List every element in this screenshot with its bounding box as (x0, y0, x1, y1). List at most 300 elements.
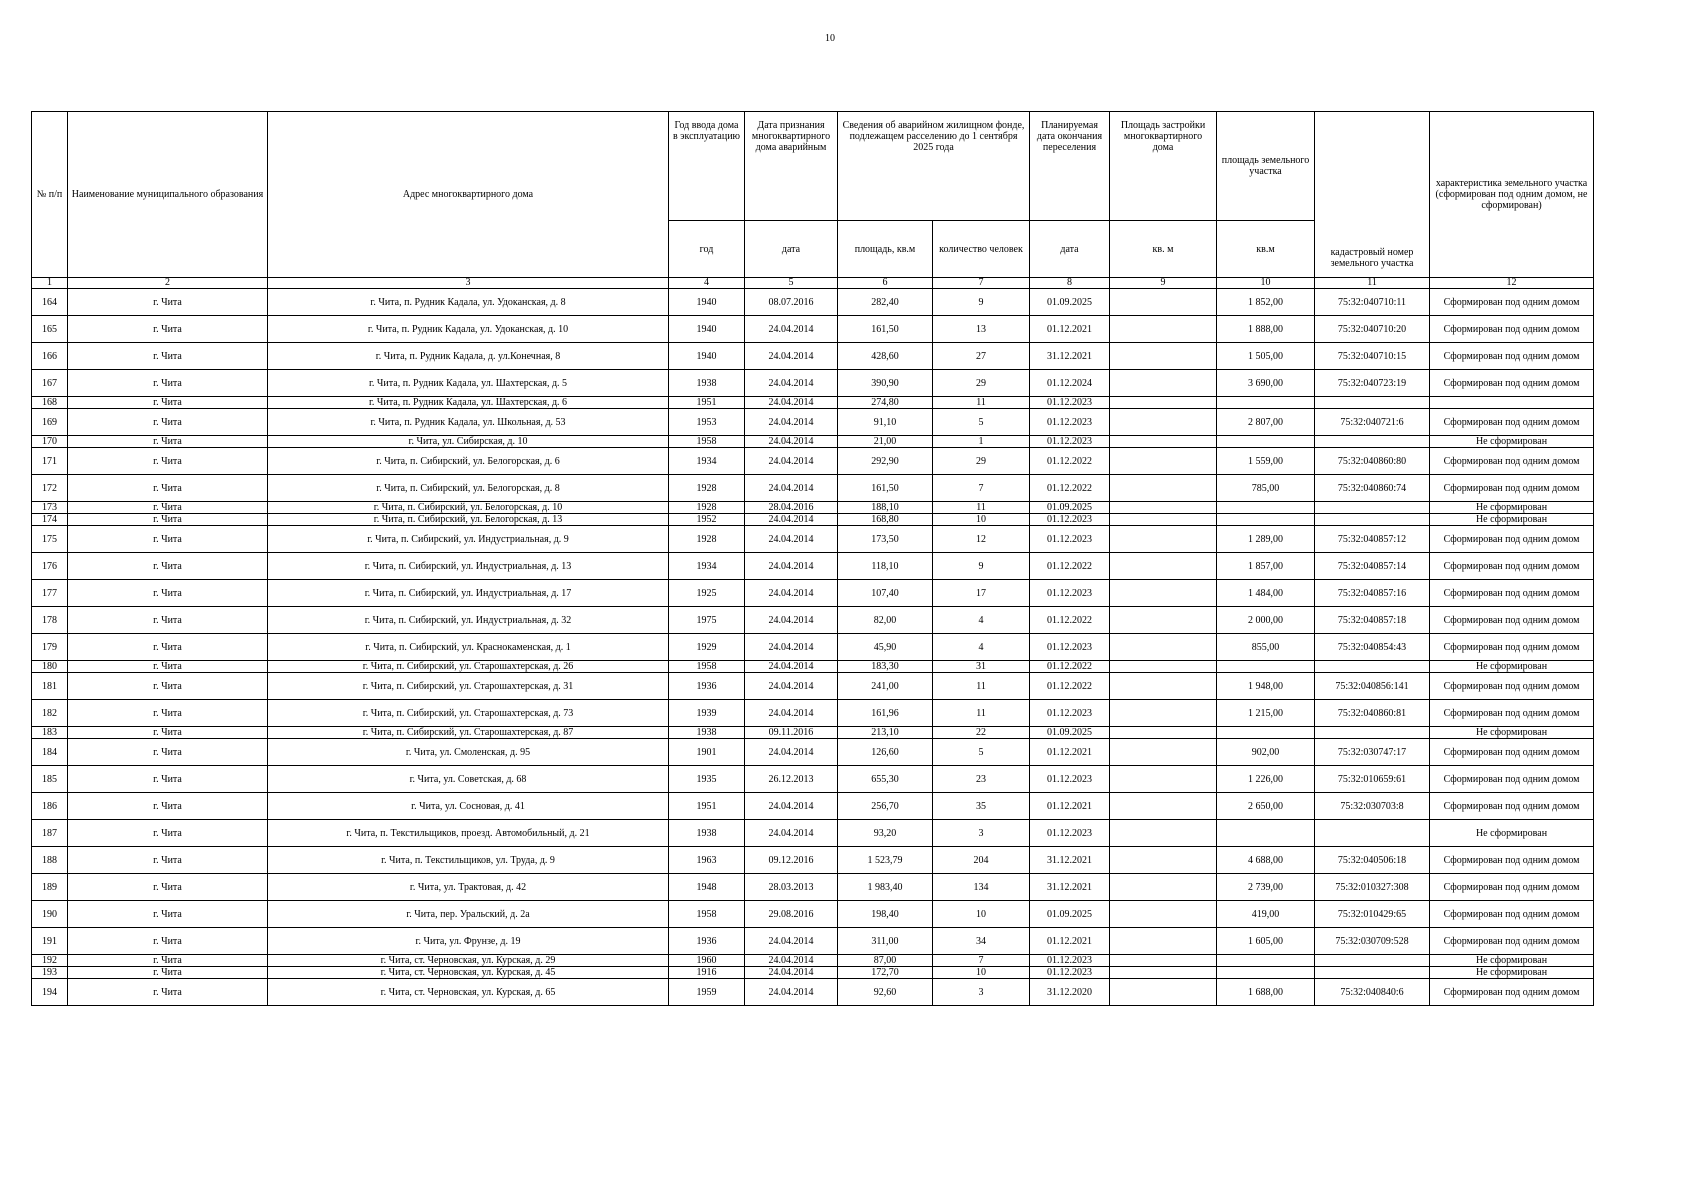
area-cell: 311,00 (838, 928, 933, 955)
emergency-date-cell: 24.04.2014 (745, 673, 838, 700)
planned-date-cell: 01.12.2023 (1030, 766, 1110, 793)
address-cell: г. Чита, ул. Фрунзе, д. 19 (268, 928, 669, 955)
cadastral-number-cell: 75:32:040860:81 (1315, 700, 1430, 727)
land-status-cell: Сформирован под одним домом (1430, 766, 1594, 793)
table-row (32, 436, 1594, 448)
cadastral-number-cell (1315, 502, 1430, 514)
municipality-cell: г. Чита (68, 409, 268, 436)
cadastral-number-cell: 75:32:040857:12 (1315, 526, 1430, 553)
commission-year-cell: 1935 (669, 766, 745, 793)
municipality-cell: г. Чита (68, 475, 268, 502)
address-cell: г. Чита, ст. Черновская, ул. Курская, д. 65 (268, 979, 669, 1006)
people-count-cell: 3 (933, 820, 1030, 847)
cadastral-number-cell: 75:32:030747:17 (1315, 739, 1430, 766)
table-row (32, 634, 1594, 661)
emergency-date-cell: 24.04.2014 (745, 370, 838, 397)
cadastral-number-cell: 75:32:040856:141 (1315, 673, 1430, 700)
address-cell: г. Чита, п. Сибирский, ул. Белогорская, д. 10 (268, 502, 669, 514)
people-count-cell: 9 (933, 553, 1030, 580)
municipality-cell: г. Чита (68, 526, 268, 553)
address-cell: г. Чита, ул. Смоленская, д. 95 (268, 739, 669, 766)
area-cell: 21,00 (838, 436, 933, 448)
land-area-cell: 855,00 (1217, 634, 1315, 661)
building-area-cell (1110, 397, 1217, 409)
area-cell: 213,10 (838, 727, 933, 739)
area-cell: 1 523,79 (838, 847, 933, 874)
emergency-date-cell: 24.04.2014 (745, 793, 838, 820)
municipality-cell: г. Чита (68, 955, 268, 967)
municipality-cell: г. Чита (68, 607, 268, 634)
building-area-cell (1110, 502, 1217, 514)
commission-year-cell: 1951 (669, 397, 745, 409)
column-index: 6 (838, 278, 933, 289)
land-status-cell: Сформирован под одним домом (1430, 289, 1594, 316)
table-row (32, 874, 1594, 901)
row-number: 193 (32, 967, 68, 979)
emergency-date-cell: 29.08.2016 (745, 901, 838, 928)
emergency-date-cell: 24.04.2014 (745, 409, 838, 436)
header-land-area: площадь земельного участка (1217, 112, 1315, 221)
land-area-cell: 1 948,00 (1217, 673, 1315, 700)
address-cell: г. Чита, п. Сибирский, ул. Индустриальная, д. 13 (268, 553, 669, 580)
commission-year-cell: 1958 (669, 901, 745, 928)
commission-year-cell: 1940 (669, 316, 745, 343)
area-cell: 92,60 (838, 979, 933, 1006)
land-status-cell: Сформирован под одним домом (1430, 739, 1594, 766)
building-area-cell (1110, 673, 1217, 700)
row-number: 165 (32, 316, 68, 343)
commission-year-cell: 1963 (669, 847, 745, 874)
land-area-cell: 1 559,00 (1217, 448, 1315, 475)
row-number: 190 (32, 901, 68, 928)
people-count-cell: 11 (933, 700, 1030, 727)
emergency-date-cell: 28.03.2013 (745, 874, 838, 901)
table-row (32, 580, 1594, 607)
planned-date-cell: 01.09.2025 (1030, 727, 1110, 739)
building-area-cell (1110, 514, 1217, 526)
municipality-cell: г. Чита (68, 436, 268, 448)
subheader-land-sqm: кв.м (1217, 221, 1315, 278)
area-cell: 183,30 (838, 661, 933, 673)
land-status-cell: Сформирован под одним домом (1430, 607, 1594, 634)
row-number: 178 (32, 607, 68, 634)
row-number: 174 (32, 514, 68, 526)
cadastral-number-cell: 75:32:040857:18 (1315, 607, 1430, 634)
address-cell: г. Чита, п. Сибирский, ул. Индустриальная, д. 17 (268, 580, 669, 607)
address-cell: г. Чита, п. Рудник Кадала, ул. Шахтерская, д. 5 (268, 370, 669, 397)
building-area-cell (1110, 901, 1217, 928)
address-cell: г. Чита, ул. Трактовая, д. 42 (268, 874, 669, 901)
emergency-date-cell: 24.04.2014 (745, 514, 838, 526)
column-index-row (32, 278, 1594, 289)
commission-year-cell: 1939 (669, 700, 745, 727)
header-building-area: Площадь застройки многоквартирного дома (1110, 112, 1217, 221)
municipality-cell: г. Чита (68, 700, 268, 727)
table-row (32, 289, 1594, 316)
building-area-cell (1110, 661, 1217, 673)
area-cell: 173,50 (838, 526, 933, 553)
commission-year-cell: 1958 (669, 661, 745, 673)
commission-year-cell: 1929 (669, 634, 745, 661)
column-index: 11 (1315, 278, 1430, 289)
building-area-cell (1110, 607, 1217, 634)
table-row (32, 955, 1594, 967)
municipality-cell: г. Чита (68, 928, 268, 955)
address-cell: г. Чита, п. Сибирский, ул. Белогорская, д. 13 (268, 514, 669, 526)
cadastral-number-cell (1315, 820, 1430, 847)
planned-date-cell: 01.12.2023 (1030, 526, 1110, 553)
row-number: 168 (32, 397, 68, 409)
building-area-cell (1110, 727, 1217, 739)
table-header (32, 112, 1594, 289)
header-emergency-fund: Сведения об аварийном жилищном фонде, подлежащем расселению до 1 сентября 2025 года (838, 112, 1030, 221)
planned-date-cell: 31.12.2021 (1030, 874, 1110, 901)
row-number: 171 (32, 448, 68, 475)
land-status-cell: Сформирован под одним домом (1430, 316, 1594, 343)
area-cell: 45,90 (838, 634, 933, 661)
row-number: 186 (32, 793, 68, 820)
cadastral-number-cell: 75:32:040723:19 (1315, 370, 1430, 397)
cadastral-number-cell: 75:32:040710:11 (1315, 289, 1430, 316)
people-count-cell: 4 (933, 607, 1030, 634)
commission-year-cell: 1934 (669, 553, 745, 580)
land-status-cell: Сформирован под одним домом (1430, 526, 1594, 553)
cadastral-number-cell (1315, 955, 1430, 967)
land-status-cell: Сформирован под одним домом (1430, 901, 1594, 928)
commission-year-cell: 1936 (669, 673, 745, 700)
subheader-date: дата (745, 221, 838, 278)
cadastral-number-cell (1315, 727, 1430, 739)
land-status-cell: Сформирован под одним домом (1430, 448, 1594, 475)
planned-date-cell: 01.12.2022 (1030, 553, 1110, 580)
table-row (32, 502, 1594, 514)
row-number: 176 (32, 553, 68, 580)
building-area-cell (1110, 820, 1217, 847)
municipality-cell: г. Чита (68, 397, 268, 409)
emergency-date-cell: 24.04.2014 (745, 739, 838, 766)
commission-year-cell: 1938 (669, 727, 745, 739)
row-number: 185 (32, 766, 68, 793)
header-commission-year: Год ввода дома в эксплуатацию (669, 112, 745, 221)
people-count-cell: 11 (933, 673, 1030, 700)
address-cell: г. Чита, п. Сибирский, ул. Старошахтерская, д. 31 (268, 673, 669, 700)
planned-date-cell: 01.12.2023 (1030, 580, 1110, 607)
planned-date-cell: 01.12.2021 (1030, 316, 1110, 343)
row-number: 177 (32, 580, 68, 607)
municipality-cell: г. Чита (68, 514, 268, 526)
people-count-cell: 3 (933, 979, 1030, 1006)
municipality-cell: г. Чита (68, 967, 268, 979)
land-area-cell: 3 690,00 (1217, 370, 1315, 397)
planned-date-cell: 01.12.2023 (1030, 436, 1110, 448)
emergency-date-cell: 24.04.2014 (745, 526, 838, 553)
municipality-cell: г. Чита (68, 766, 268, 793)
address-cell: г. Чита, пер. Уральский, д. 2а (268, 901, 669, 928)
table-row (32, 928, 1594, 955)
people-count-cell: 22 (933, 727, 1030, 739)
area-cell: 126,60 (838, 739, 933, 766)
table-row (32, 847, 1594, 874)
table-row (32, 409, 1594, 436)
municipality-cell: г. Чита (68, 874, 268, 901)
row-number: 179 (32, 634, 68, 661)
area-cell: 655,30 (838, 766, 933, 793)
commission-year-cell: 1951 (669, 793, 745, 820)
address-cell: г. Чита, ул. Сосновая, д. 41 (268, 793, 669, 820)
land-area-cell: 2 650,00 (1217, 793, 1315, 820)
people-count-cell: 204 (933, 847, 1030, 874)
land-area-cell: 2 807,00 (1217, 409, 1315, 436)
planned-date-cell: 01.12.2023 (1030, 700, 1110, 727)
table-row (32, 514, 1594, 526)
municipality-cell: г. Чита (68, 553, 268, 580)
column-index: 3 (268, 278, 669, 289)
planned-date-cell: 01.12.2023 (1030, 634, 1110, 661)
building-area-cell (1110, 847, 1217, 874)
row-number: 167 (32, 370, 68, 397)
row-number: 175 (32, 526, 68, 553)
emergency-date-cell: 24.04.2014 (745, 979, 838, 1006)
commission-year-cell: 1959 (669, 979, 745, 1006)
land-status-cell: Не сформирован (1430, 727, 1594, 739)
people-count-cell: 1 (933, 436, 1030, 448)
area-cell: 241,00 (838, 673, 933, 700)
land-area-cell (1217, 727, 1315, 739)
people-count-cell: 134 (933, 874, 1030, 901)
emergency-date-cell: 24.04.2014 (745, 553, 838, 580)
land-area-cell (1217, 967, 1315, 979)
building-area-cell (1110, 700, 1217, 727)
emergency-date-cell: 24.04.2014 (745, 634, 838, 661)
address-cell: г. Чита, п. Сибирский, ул. Краснокаменская, д. 1 (268, 634, 669, 661)
area-cell: 292,90 (838, 448, 933, 475)
row-number: 183 (32, 727, 68, 739)
address-cell: г. Чита, п. Рудник Кадала, ул. Удоканская, д. 8 (268, 289, 669, 316)
header-emergency-date: Дата признания многоквартирного дома аварийным (745, 112, 838, 221)
address-cell: г. Чита, п. Рудник Кадала, ул. Школьная, д. 53 (268, 409, 669, 436)
building-area-cell (1110, 634, 1217, 661)
table-row (32, 448, 1594, 475)
table-row (32, 475, 1594, 502)
planned-date-cell: 01.12.2023 (1030, 820, 1110, 847)
land-area-cell: 4 688,00 (1217, 847, 1315, 874)
land-status-cell: Не сформирован (1430, 967, 1594, 979)
land-area-cell: 902,00 (1217, 739, 1315, 766)
land-area-cell: 2 739,00 (1217, 874, 1315, 901)
emergency-date-cell: 24.04.2014 (745, 343, 838, 370)
people-count-cell: 17 (933, 580, 1030, 607)
column-index: 4 (669, 278, 745, 289)
table-row (32, 607, 1594, 634)
table-row (32, 967, 1594, 979)
land-status-cell: Не сформирован (1430, 436, 1594, 448)
cadastral-number-cell (1315, 514, 1430, 526)
land-area-cell: 1 605,00 (1217, 928, 1315, 955)
column-index: 8 (1030, 278, 1110, 289)
people-count-cell: 5 (933, 409, 1030, 436)
table-row (32, 979, 1594, 1006)
header-cadastral-number: кадастровый номер земельного участка (1315, 112, 1430, 278)
municipality-cell: г. Чита (68, 901, 268, 928)
emergency-date-cell: 24.04.2014 (745, 448, 838, 475)
planned-date-cell: 01.12.2022 (1030, 673, 1110, 700)
cadastral-number-cell: 75:32:040860:80 (1315, 448, 1430, 475)
emergency-date-cell: 09.11.2016 (745, 727, 838, 739)
people-count-cell: 11 (933, 502, 1030, 514)
people-count-cell: 27 (933, 343, 1030, 370)
building-area-cell (1110, 793, 1217, 820)
building-area-cell (1110, 955, 1217, 967)
table-row (32, 343, 1594, 370)
land-area-cell (1217, 502, 1315, 514)
planned-date-cell: 01.12.2023 (1030, 409, 1110, 436)
subheader-area: площадь, кв.м (838, 221, 933, 278)
planned-date-cell: 01.12.2021 (1030, 793, 1110, 820)
table-row (32, 673, 1594, 700)
land-status-cell: Сформирован под одним домом (1430, 847, 1594, 874)
area-cell: 168,80 (838, 514, 933, 526)
subheader-year: год (669, 221, 745, 278)
building-area-cell (1110, 343, 1217, 370)
emergency-date-cell: 08.07.2016 (745, 289, 838, 316)
emergency-date-cell: 24.04.2014 (745, 661, 838, 673)
land-area-cell (1217, 955, 1315, 967)
commission-year-cell: 1901 (669, 739, 745, 766)
planned-date-cell: 01.12.2022 (1030, 475, 1110, 502)
area-cell: 107,40 (838, 580, 933, 607)
land-area-cell (1217, 436, 1315, 448)
column-index: 7 (933, 278, 1030, 289)
row-number: 182 (32, 700, 68, 727)
commission-year-cell: 1936 (669, 928, 745, 955)
cadastral-number-cell: 75:32:040710:15 (1315, 343, 1430, 370)
municipality-cell: г. Чита (68, 820, 268, 847)
people-count-cell: 11 (933, 397, 1030, 409)
land-area-cell (1217, 661, 1315, 673)
planned-date-cell: 01.12.2022 (1030, 661, 1110, 673)
header-land-characteristic: характеристика земельного участка (сформирован под одним домом, не сформирован) (1430, 112, 1594, 278)
table-row (32, 727, 1594, 739)
row-number: 194 (32, 979, 68, 1006)
cadastral-number-cell: 75:32:010327:308 (1315, 874, 1430, 901)
planned-date-cell: 01.12.2022 (1030, 448, 1110, 475)
row-number: 180 (32, 661, 68, 673)
land-status-cell: Сформирован под одним домом (1430, 370, 1594, 397)
municipality-cell: г. Чита (68, 727, 268, 739)
commission-year-cell: 1928 (669, 502, 745, 514)
address-cell: г. Чита, п. Сибирский, ул. Индустриальная, д. 32 (268, 607, 669, 634)
table-row (32, 820, 1594, 847)
emergency-date-cell: 24.04.2014 (745, 700, 838, 727)
people-count-cell: 5 (933, 739, 1030, 766)
address-cell: г. Чита, п. Текстильщиков, ул. Труда, д. 9 (268, 847, 669, 874)
emergency-date-cell: 24.04.2014 (745, 607, 838, 634)
land-area-cell: 1 688,00 (1217, 979, 1315, 1006)
people-count-cell: 23 (933, 766, 1030, 793)
subheader-building-sqm: кв. м (1110, 221, 1217, 278)
column-index: 10 (1217, 278, 1315, 289)
commission-year-cell: 1953 (669, 409, 745, 436)
emergency-date-cell: 09.12.2016 (745, 847, 838, 874)
emergency-date-cell: 24.04.2014 (745, 316, 838, 343)
land-status-cell: Сформирован под одним домом (1430, 874, 1594, 901)
address-cell: г. Чита, ст. Черновская, ул. Курская, д. 45 (268, 967, 669, 979)
cadastral-number-cell: 75:32:040721:6 (1315, 409, 1430, 436)
building-area-cell (1110, 766, 1217, 793)
people-count-cell: 13 (933, 316, 1030, 343)
address-cell: г. Чита, п. Сибирский, ул. Старошахтерская, д. 87 (268, 727, 669, 739)
municipality-cell: г. Чита (68, 979, 268, 1006)
cadastral-number-cell: 75:32:040506:18 (1315, 847, 1430, 874)
land-area-cell: 1 484,00 (1217, 580, 1315, 607)
row-number: 181 (32, 673, 68, 700)
people-count-cell: 4 (933, 634, 1030, 661)
building-area-cell (1110, 739, 1217, 766)
municipality-cell: г. Чита (68, 847, 268, 874)
address-cell: г. Чита, ст. Черновская, ул. Курская, д. 29 (268, 955, 669, 967)
commission-year-cell: 1938 (669, 370, 745, 397)
municipality-cell: г. Чита (68, 673, 268, 700)
land-area-cell: 1 289,00 (1217, 526, 1315, 553)
planned-date-cell: 01.12.2023 (1030, 514, 1110, 526)
building-area-cell (1110, 928, 1217, 955)
land-area-cell: 1 505,00 (1217, 343, 1315, 370)
planned-date-cell: 01.12.2022 (1030, 607, 1110, 634)
land-status-cell: Сформирован под одним домом (1430, 928, 1594, 955)
land-status-cell: Сформирован под одним домом (1430, 673, 1594, 700)
area-cell: 188,10 (838, 502, 933, 514)
subheader-people: количество человек (933, 221, 1030, 278)
table-row (32, 901, 1594, 928)
table-row (32, 370, 1594, 397)
land-status-cell: Сформирован под одним домом (1430, 553, 1594, 580)
building-area-cell (1110, 370, 1217, 397)
planned-date-cell: 01.09.2025 (1030, 502, 1110, 514)
people-count-cell: 31 (933, 661, 1030, 673)
address-cell: г. Чита, п. Текстильщиков, проезд. Автомобильный, д. 21 (268, 820, 669, 847)
address-cell: г. Чита, п. Сибирский, ул. Белогорская, д. 6 (268, 448, 669, 475)
row-number: 170 (32, 436, 68, 448)
people-count-cell: 35 (933, 793, 1030, 820)
building-area-cell (1110, 436, 1217, 448)
column-index: 5 (745, 278, 838, 289)
emergency-date-cell: 24.04.2014 (745, 436, 838, 448)
column-index: 9 (1110, 278, 1217, 289)
people-count-cell: 29 (933, 448, 1030, 475)
area-cell: 118,10 (838, 553, 933, 580)
table-row (32, 526, 1594, 553)
subheader-plan-date: дата (1030, 221, 1110, 278)
land-status-cell: Сформирован под одним домом (1430, 793, 1594, 820)
planned-date-cell: 31.12.2020 (1030, 979, 1110, 1006)
cadastral-number-cell: 75:32:030703:8 (1315, 793, 1430, 820)
land-status-cell (1430, 397, 1594, 409)
land-status-cell: Сформирован под одним домом (1430, 634, 1594, 661)
cadastral-number-cell: 75:32:040860:74 (1315, 475, 1430, 502)
people-count-cell: 29 (933, 370, 1030, 397)
commission-year-cell: 1928 (669, 475, 745, 502)
header-municipality: Наименование муниципального образования (68, 112, 268, 278)
municipality-cell: г. Чита (68, 661, 268, 673)
address-cell: г. Чита, п. Рудник Кадала, д. ул.Конечная, 8 (268, 343, 669, 370)
area-cell: 428,60 (838, 343, 933, 370)
area-cell: 161,50 (838, 475, 933, 502)
land-area-cell: 1 215,00 (1217, 700, 1315, 727)
emergency-date-cell: 24.04.2014 (745, 397, 838, 409)
commission-year-cell: 1934 (669, 448, 745, 475)
land-status-cell: Сформирован под одним домом (1430, 475, 1594, 502)
land-area-cell (1217, 397, 1315, 409)
